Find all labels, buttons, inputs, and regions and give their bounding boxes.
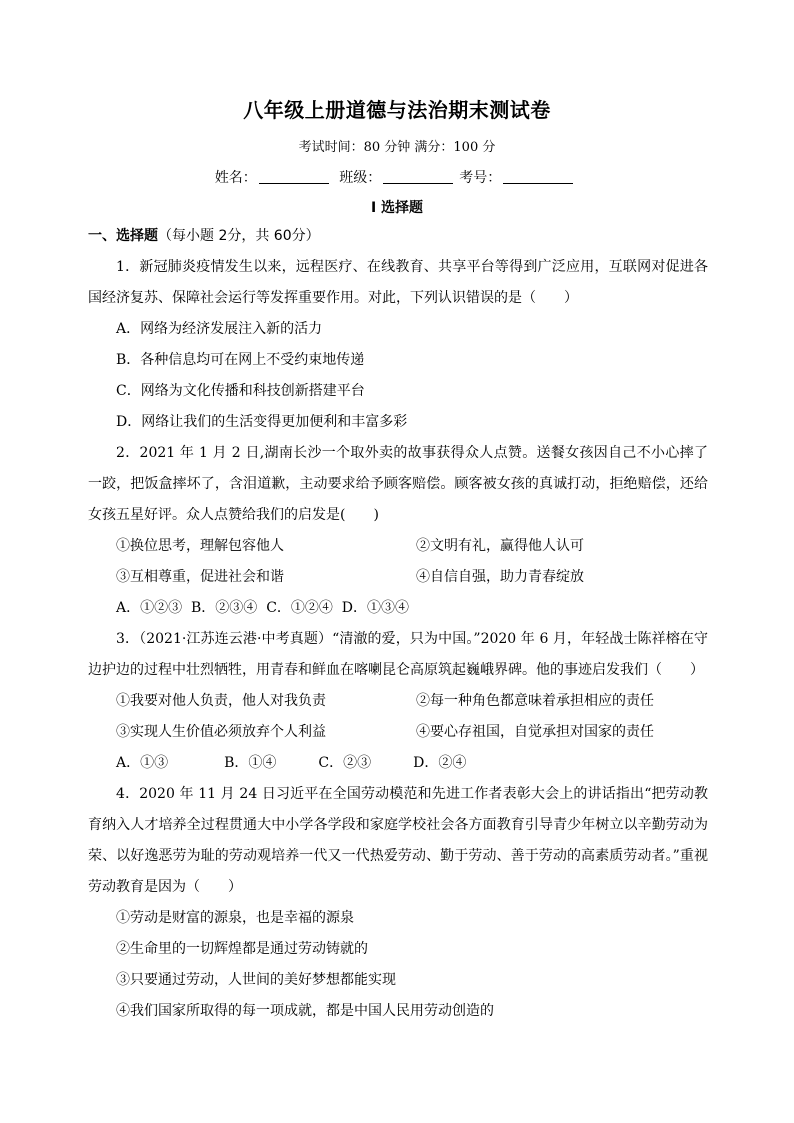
question-4-item-2: ②生命里的一切辉煌都是通过劳动铸就的 (116, 941, 368, 957)
question-2-item-4: ④自信自强，助力青春绽放 (416, 569, 584, 585)
class-label: 班级： (339, 170, 382, 186)
question-1-option-b: B．各种信息均可在网上不受约束地传递 (116, 352, 365, 368)
question-2-items-row-2 (88, 562, 708, 593)
question-2-answers: A．①②③ B．②③④ C．①②④ D．①③④ (116, 600, 410, 616)
student-info-row (0, 167, 794, 187)
question-2-item-2: ②文明有礼，赢得他人认可 (416, 538, 584, 554)
id-blank[interactable] (503, 169, 573, 184)
question-3-items-row-2 (88, 717, 708, 748)
section-title: I 选择题 (370, 200, 424, 216)
question-3-item-1: ①我要对他人负责，他人对我负责 (116, 693, 326, 709)
name-label: 姓名： (214, 170, 257, 186)
question-3-stem: 3．（2021·江苏连云港·中考真题）“清澈的爱，只为中国。”2020 年 6 月，年轻战士陈祥榕在守边护边的过程中壮烈牺牲，用青春和鲜血在喀喇昆仑高原筑起巍峨界碑。他的事迹启发我们（ ） (88, 631, 708, 678)
question-1-option-a: A．网络为经济发展注入新的活力 (116, 321, 323, 337)
question-4-stem: 4．2020 年 11 月 24 日习近平在全国劳动模范和先进工作者表彰大会上的讲话指出“把劳动教育纳入人才培养全过程贯通大中小学各学段和家庭学校社会各方面教育引导青少年树立以辛勤劳动为荣、以好逸恶劳为耻的劳动观培养一代又一代热爱劳动、勤于劳动、善于劳动的高素质劳动者。”重视劳动教育是因为（ ） (88, 786, 708, 895)
exam-meta: 考试时间：80 分钟 满分：100 分 (298, 140, 496, 155)
question-2-items-row-1 (88, 531, 708, 562)
id-label: 考号： (459, 170, 502, 186)
part-heading (88, 221, 708, 252)
question-3-answers: A．①③ B．①④ C．②③ D．②④ (116, 755, 467, 771)
question-4-item-4: ④我们国家所取得的每一项成就，都是中国人民用劳动创造的 (116, 1003, 494, 1019)
question-3-items-row-1 (88, 686, 708, 717)
exam-title: 八年级上册道德与法治期末测试卷 (243, 98, 551, 122)
question-4-item-3: ③只要通过劳动，人世间的美好梦想都能实现 (116, 972, 396, 988)
question-3-item-3: ③实现人生价值必须放弃个人利益 (116, 724, 326, 740)
question-1-option-c: C．网络为文化传播和科技创新搭建平台 (116, 383, 365, 399)
part-heading-main: 一、选择题 (88, 228, 158, 244)
question-4-item-1: ①劳动是财富的源泉，也是幸福的源泉 (116, 910, 354, 926)
question-2-item-1: ①换位思考，理解包容他人 (116, 538, 284, 554)
name-blank[interactable] (259, 169, 329, 184)
question-3-item-4: ④要心存祖国，自觉承担对国家的责任 (416, 724, 654, 740)
question-2-stem: 2．2021 年 1 月 2 日,湖南长沙一个取外卖的故事获得众人点赞。送餐女孩因自己不小心摔了一跤，把饭盒摔坏了，含泪道歉，主动要求给予顾客赔偿。顾客被女孩的真诚打动，拒绝赔偿，还给女孩五星好评。众人点赞给我们的启发是( ) (88, 445, 708, 523)
question-1-stem: 1．新冠肺炎疫情发生以来，远程医疗、在线教育、共享平台等得到广泛应用，互联网对促进各国经济复苏、保障社会运行等发挥重要作用。对此，下列认识错误的是（ ） (88, 259, 708, 306)
question-2-item-3: ③互相尊重，促进社会和谐 (116, 569, 284, 585)
questions-area (88, 221, 708, 1027)
question-3-item-2: ②每一种角色都意味着承担相应的责任 (416, 693, 654, 709)
class-blank[interactable] (383, 169, 453, 184)
question-1-option-d: D．网络让我们的生活变得更加便利和丰富多彩 (116, 414, 408, 430)
part-heading-note: （每小题 2分，共 60分） (158, 228, 320, 244)
